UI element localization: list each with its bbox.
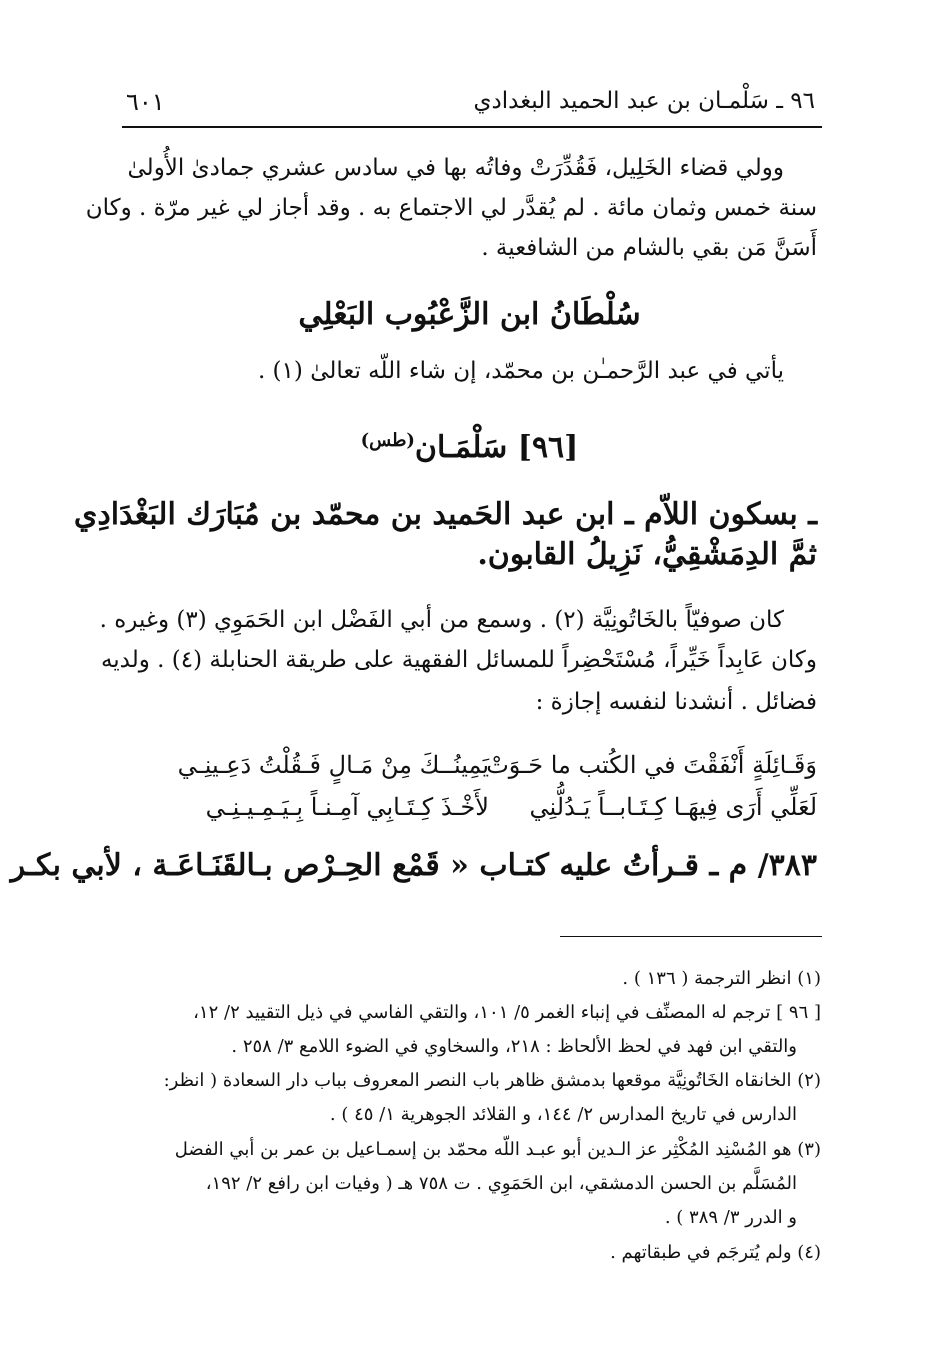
entry-heading-sup: (طس)	[360, 430, 415, 451]
verse-second-hemistich: يَمِينُــكَ مِنْ مَـالٍ فَـقُلْتُ دَعِـينِـي	[177, 751, 489, 779]
footnote: (٢) الخانقاه الخَاتُونِيَّة موقعها بدمشق ظاهر باب النصر المعروف بباب دار السعادة ( انظر:	[163, 1070, 821, 1091]
footnote: (٣) هو المُسْنِد المُكْثِر عز الـدين أبو عبـد اللّه محمّد بن إسمـاعيل بن عمر بن أبي الفضل	[174, 1139, 821, 1160]
entry-name-line: ثمَّ الدِمَشْقِيُّ، نَزِيلُ القابون.	[477, 537, 817, 572]
entry-name-line: ـ بسكون اللاّم ـ ابن عبد الحَميد بن محمّد بن مُبَارَك البَغْدَادِي	[73, 497, 817, 532]
footnote-continuation: و الدرر ٣/ ٣٨٩ ) .	[664, 1207, 797, 1228]
paragraph-line: كان صوفيّاً بالخَاتُونِيَّة (٢) . وسمع من أبي الفَضْل ابن الحَمَوِي (٣) وغيره .	[99, 607, 784, 633]
paragraph-line: وولي قضاء الخَلِيل، فَقُدِّرَتْ وفاتُه بها في سادس عشري جمادىٰ الأُولىٰ	[127, 155, 784, 181]
paragraph-line: فضائل . أنشدنا لنفسه إجازة :	[535, 689, 817, 715]
subtitle: سُلْطَانُ ابن الزَّعْبُوب البَعْلِي	[298, 297, 641, 332]
header-rule	[122, 126, 822, 128]
verse-second-hemistich: لأَخْـذَ كِـتَـابِي آمِـنـاً بِـيَـمِـيـنِـي	[205, 793, 489, 821]
footnote-continuation: المُسَلَّم بن الحسن الدمشقي، ابن الحَمَوِي . ت ٧٥٨ هـ ( وفيات ابن رافع ٢/ ١٩٢،	[205, 1173, 797, 1194]
paragraph-line: يأتي في عبد الرَّحمـٰن بن محمّد، إن شاء اللّه تعالىٰ (١) .	[257, 358, 784, 384]
entry-heading-text: [٩٦] سَلْمَـان	[414, 430, 579, 465]
page-number: ٦٠١	[126, 88, 165, 116]
footnote-continuation: والتقي ابن فهد في لحظ الألحاظ : ٢١٨، والسخاوي في الضوء اللامع ٣/ ٢٥٨ .	[231, 1036, 797, 1057]
verse-first-hemistich: لَعَلِّي أَرَى فِيهَـا كِـتَـابــاً يَـدُلُّنِي	[529, 793, 817, 821]
footnote-rule	[560, 936, 822, 937]
running-title: ٩٦ ـ سَلْمـان بن عبد الحميد البغدادي	[473, 88, 815, 114]
footnote-continuation: الدارس في تاريخ المدارس ٢/ ١٤٤، و القلائد الجوهرية ١/ ٤٥ ) .	[329, 1104, 797, 1125]
footnote: (٤) ولم يُترجَم في طبقاتهم .	[610, 1242, 821, 1263]
footnote: (١) انظر الترجمة ( ١٣٦ ) .	[622, 968, 821, 989]
paragraph-line: أَسَنَّ مَن بقي بالشام من الشافعية .	[481, 235, 817, 261]
footnote: [ ٩٦ ] ترجم له المصنِّف في إنباء الغمر ٥/ ١٠١، والتقي الفاسي في ذيل التقييد ٢/ ١٢،	[193, 1002, 821, 1023]
paragraph-line: وكان عَابِداً خَيِّراً، مُسْتَحْضِراً للمسائل الفقهية على طريقة الحنابلة (٤) . ولديه	[100, 647, 817, 673]
entry-heading	[0, 420, 939, 469]
verse-first-hemistich: وَقَـائِلَةٍ أَنْفَقْتَ في الكُتب ما حَـوَتْ	[486, 751, 817, 779]
paragraph-line: سنة خمس وثمان مائة . لم يُقدَّر لي الاجتماع به . وقد أجاز لي غير مرّة . وكان	[85, 195, 817, 221]
reading-line: ٣٨٣/ م ـ قـرأتُ عليه كتـاب « قَمْع الحِـرْص بـالقَنَـاعَـة ، لأبي بكـر	[10, 848, 817, 883]
